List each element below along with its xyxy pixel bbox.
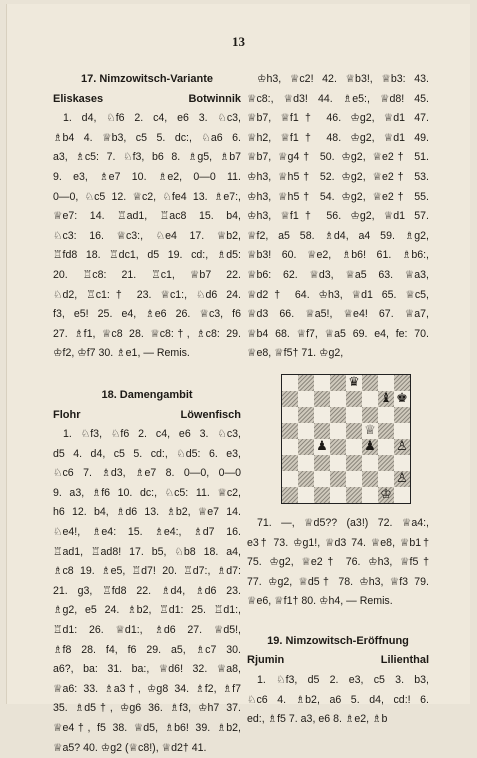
board-square <box>394 423 410 439</box>
board-square <box>282 375 298 391</box>
move-line: 1. d4, ♘f6 2. c4, e6 3. ♘c3, <box>63 112 241 125</box>
game-title: 19. Nimzowitsch-Eröffnung <box>267 634 409 647</box>
board-square <box>314 471 330 487</box>
move-line: ♕b7, ♕f1† 46. ♔g2, ♕d1 47. <box>247 112 429 125</box>
board-square <box>346 487 362 503</box>
board-square <box>314 423 330 439</box>
board-square <box>330 407 346 423</box>
board-square <box>362 391 378 407</box>
white-player: Eliskases <box>53 92 104 105</box>
board-square <box>330 375 346 391</box>
board-square <box>394 439 410 455</box>
board-square <box>314 391 330 407</box>
board-square <box>378 439 394 455</box>
move-line: ♖ad1, ♖ad8! 17. b5, ♘b8 18. a4, <box>53 545 241 558</box>
move-line: ♘d2, ♖c1:† 23. ♕c1:, ♘d6 24. <box>53 288 241 301</box>
board-square <box>394 471 410 487</box>
move-line: ♕b4 68. ♕f7, ♕a5 69. e4, fe: 70. <box>247 327 429 340</box>
move-line: ♕c8:, ♕d3! 44. ♗e5:, ♕d8! 45. <box>247 92 429 105</box>
chess-piece-icon: ♛ <box>348 374 360 390</box>
move-line: 77. ♔g2, ♕d5† 78. ♔h3, ♕f3 79. <box>247 575 429 588</box>
game-moves <box>53 425 241 758</box>
move-line: e3† 73. ♔g1!, ♕d3 74. ♕e8, ♕b1† <box>247 536 429 549</box>
board-square <box>282 455 298 471</box>
board-square <box>378 391 394 407</box>
board-square <box>330 439 346 455</box>
move-line: ♖d1: 26. ♕d1:, ♗d6 27. ♕d5!, <box>53 624 241 637</box>
board-square <box>298 455 314 471</box>
board-square <box>330 391 346 407</box>
board-square <box>314 439 330 455</box>
chess-piece-icon: ♕ <box>364 422 376 438</box>
board-square <box>346 391 362 407</box>
move-line: ♕e7: 14. ♖ad1, ♖ac8 15. b4, <box>53 210 241 223</box>
move-line: 0—0, ♘c5 12. ♕c2, ♘fe4 13. ♗e7:, <box>53 190 241 203</box>
move-line: ♕f2, a5 58. ♗d4, a4 59. ♗g2, <box>247 229 429 242</box>
board-square <box>346 407 362 423</box>
move-line: ♕a5? 40. ♔g2 (♕c8!), ♕d2† 41. <box>53 741 207 754</box>
white-player: Rjumin <box>247 654 285 667</box>
board-square <box>282 487 298 503</box>
move-line: ♘c6 4. ♗b2, a6 5. d4, cd:! 6. <box>247 693 429 706</box>
move-line: ♕e4†, f5 38. ♕d5, ♗b6! 39. ♗b2, <box>53 722 241 734</box>
game-moves <box>247 70 429 364</box>
chess-diagram <box>247 370 429 508</box>
move-line: 21. g3, ♖fd8 22. ♗d4, ♗d6 23. <box>53 584 241 597</box>
move-line: ♔h3, ♕h5† 52. ♔g2, ♕e2† 53. <box>247 170 429 183</box>
chess-piece-icon: ♟ <box>364 438 376 454</box>
board-square <box>378 407 394 423</box>
move-line: ♖fd8 18. ♖dc1, d5 19. cd:, ♗d5: <box>53 249 241 262</box>
board-square <box>394 407 410 423</box>
white-player: Flohr <box>53 408 81 421</box>
board-square <box>346 439 362 455</box>
move-line: 35. ♗d5†, ♔g6 36. ♗f3, ♔h7 37. <box>53 702 241 715</box>
board-square <box>394 391 410 407</box>
board-square <box>394 487 410 503</box>
move-line: 27. ♗f1, ♕c8 28. ♕c8:†, ♗c8: 29. <box>53 327 241 340</box>
move-line: h6 12. b4, ♗d6 13. ♗b2, ♕e7 14. <box>53 506 241 519</box>
move-line: ♗c8 19. ♗e5, ♖d7! 20. ♖d7:, ♗d7: <box>53 565 241 578</box>
board-square <box>298 423 314 439</box>
board-square <box>346 471 362 487</box>
board-square <box>330 455 346 471</box>
board-square <box>378 455 394 471</box>
board-square <box>362 455 378 471</box>
chess-piece-icon: ♚ <box>396 390 408 406</box>
move-line: ♔f2, ♔f7 30. ♗e1, — Remis. <box>53 347 190 360</box>
board-square <box>394 375 410 391</box>
black-player: Botwinnik <box>188 92 241 105</box>
left-column <box>53 70 241 758</box>
board-square <box>378 487 394 503</box>
board-square <box>298 439 314 455</box>
right-column <box>247 70 429 730</box>
move-line: ♔h3, ♕c2! 42. ♕b3!, ♕b3: 43. <box>257 73 429 85</box>
board-square <box>346 375 362 391</box>
game-moves <box>247 514 429 612</box>
move-line: ♕b3! 60. ♕e2, ♗b6! 61. ♗b6:, <box>247 249 429 262</box>
board-square <box>330 471 346 487</box>
board-square <box>282 407 298 423</box>
board-square <box>314 375 330 391</box>
game-title: 17. Nimzowitsch-Variante <box>80 73 214 85</box>
players-line <box>53 406 241 426</box>
board-square <box>378 375 394 391</box>
move-line: ♕b6: 62. ♕d3, ♕a5 63. ♕a3, <box>247 268 429 281</box>
board-square <box>298 407 314 423</box>
chess-piece-icon: ♙ <box>396 438 408 454</box>
board-square <box>298 375 314 391</box>
board-square <box>362 407 378 423</box>
black-player: Lilienthal <box>380 654 429 667</box>
board-square <box>378 471 394 487</box>
move-line: ♕b7, ♕g4† 50. ♔g2, ♕e2† 51. <box>247 151 429 164</box>
move-line: 1. ♘f3, ♘f6 2. c4, e6 3. ♘c3, <box>63 428 241 441</box>
move-line: 9. e3, ♗e7 10. ♗e2, 0—0 11. <box>53 170 241 183</box>
move-line: 1. ♘f3, d5 2. e3, c5 3. b3, <box>257 674 429 687</box>
board-square <box>394 455 410 471</box>
move-line: ♘c6 7. ♗d3, ♗e7 8. 0—0, 0—0 <box>53 467 241 480</box>
move-line: ♘e4!, ♗e4: 15. ♗e4:, ♗d7 16. <box>53 526 241 539</box>
book-page <box>6 4 470 754</box>
move-line: a6?, ba: 31. ba:, ♕d6! 32. ♕a8, <box>53 663 241 676</box>
move-line: ♔h3, ♕f1† 56. ♔g2, ♕d1 57. <box>247 210 429 223</box>
move-line: ♕d2† 64. ♔h3, ♕d1 65. ♕c5, <box>247 288 429 301</box>
board-square <box>362 423 378 439</box>
board-square <box>362 439 378 455</box>
board-square <box>330 423 346 439</box>
game-title: 18. Damengambit <box>101 388 193 401</box>
board-square <box>362 471 378 487</box>
board-square <box>314 487 330 503</box>
board-square <box>282 391 298 407</box>
chess-piece-icon: ♝ <box>380 390 392 406</box>
move-line: ♗b4 4. ♕b3, c5 5. dc:, ♘a6 6. <box>53 131 241 144</box>
move-line: f3, e5! 25. e4, ♗e6 26. ♕c3, f6 <box>53 308 241 321</box>
move-line: ♗g2, e5 24. ♗b2, ♖d1: 25. ♖d1:, <box>53 604 241 617</box>
move-line: 9. a3, ♗f6 10. dc:, ♘c5: 11. ♕c2, <box>53 486 241 499</box>
board-square <box>282 439 298 455</box>
move-line: ♕h2, ♕f1† 48. ♔g2, ♕d1 49. <box>247 131 429 144</box>
board-square <box>346 423 362 439</box>
board-square <box>282 423 298 439</box>
board-square <box>298 471 314 487</box>
black-player: Löwenfisch <box>180 408 241 421</box>
board-square <box>282 471 298 487</box>
move-line: 20. ♖c8: 21. ♖c1, ♕b7 22. <box>53 268 241 281</box>
board-square <box>298 487 314 503</box>
move-line: ed:, ♗f5 7. a3, e6 8. ♗e2, ♗b <box>247 713 388 726</box>
chess-board <box>281 374 411 504</box>
board-square <box>362 487 378 503</box>
chess-piece-icon: ♟ <box>316 438 328 454</box>
move-line: 71. —, ♕d5?? (a3!) 72. ♕a4:, <box>257 516 429 529</box>
move-line: ♕e6, ♕f1† 80. ♔h4, — Remis. <box>247 595 393 608</box>
players-line <box>247 651 429 671</box>
move-line: a3, ♗c5: 7. ♘f3, b6 8. ♗g5, ♗b7 <box>53 151 241 164</box>
move-line: 75. ♔g2, ♕e2† 76. ♔h3, ♕f5† <box>247 556 429 569</box>
board-square <box>298 391 314 407</box>
board-square <box>362 375 378 391</box>
move-line: d5 4. d4, c5 5. cd:, ♘d5: 6. e3, <box>53 447 241 460</box>
game-moves <box>53 109 241 364</box>
players-line <box>53 90 241 110</box>
board-square <box>346 455 362 471</box>
move-line: ♕a6: 33. ♗a3†, ♔g8 34. ♗f2, ♗f7 <box>53 682 241 695</box>
chess-piece-icon: ♔ <box>380 486 392 502</box>
move-line: ♕e8, ♕f5† 71. ♔g2, <box>247 347 344 360</box>
page-number: 13 <box>232 34 245 49</box>
chess-piece-icon: ♙ <box>396 470 408 486</box>
board-square <box>314 407 330 423</box>
game-moves <box>247 671 429 730</box>
board-square <box>314 455 330 471</box>
board-square <box>330 487 346 503</box>
move-line: ♕d3 66. ♕a5!, ♕e4! 67. ♕a7, <box>247 308 429 321</box>
move-line: ♗f8 28. f4, f6 29. a5, ♗c7 30. <box>53 643 241 656</box>
move-line: ♘c3: 16. ♕c3:, ♘e4 17. ♕b2, <box>53 229 241 242</box>
board-square <box>378 423 394 439</box>
move-line: ♔h3, ♕h5† 54. ♔g2, ♕e2† 55. <box>247 190 429 203</box>
